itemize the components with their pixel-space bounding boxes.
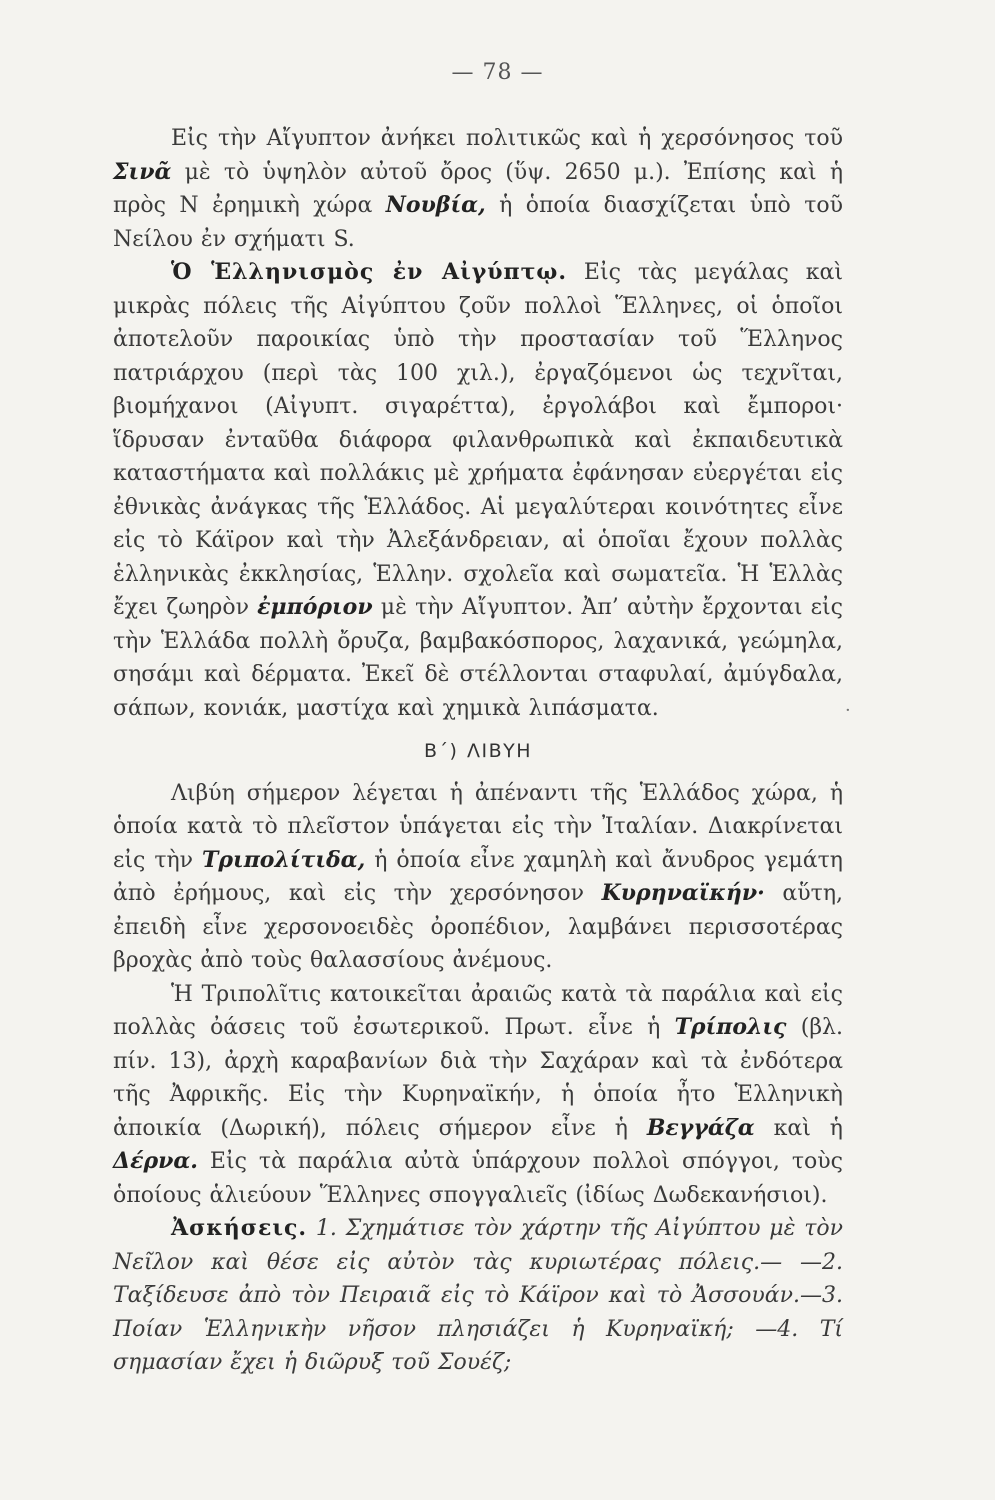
text-run: ἡ ὁποία εἶνε χαμηλὴ καὶ ἄνυδρος γεμάτη ἀπὸ ἐρήμους, καὶ εἰς τὴν χερσόνησον [113,847,843,906]
text-run: μὲ τὴν Αἴγυπτον. Ἀπ’ αὐτὴν ἔρχονται εἰς τὴν Ἑλλάδα πολλὴ ὄρυζα, βαμβακόσπορος, λαχανικά, γεώμηλα, σησάμι καὶ δέρματα. Ἐκεῖ δὲ στέλλονται σταφυλαί, ἀμύγδαλα, σάπων, κονιάκ, μαστίχα καὶ χημικὰ λιπάσματα. [113,595,844,721]
subheading-hellenism: Ὁ Ἑλληνισμὸς ἐν Αἰγύπτῳ. [171,259,568,285]
text-run: μὲ τὸ ὑψηλὸν αὐτοῦ ὄρος (ὕψ. 2650 μ.). Ἐπίσης καὶ ἡ πρὸς Ν ἐρημικὴ χώρα [113,159,843,218]
term-emporion: ἐμπόριον [257,594,373,620]
paragraph-libya-cities [113,978,843,1213]
page-body [113,122,843,1380]
text-run: Λιβύη σήμερον λέγεται ἡ ἀπέναντι τῆς Ἑλλάδος χώρα, ἡ ὁποία κατὰ τὸ πλεῖστον ὑπάγεται εἰς τὴν Ἰταλίαν. Διακρίνεται εἰς τὴν [113,780,843,873]
paragraph-egypt-territories [113,122,843,256]
exercises-heading: Ἀσκήσεις. [171,1215,308,1241]
page-number: — 78 — [451,60,544,85]
text-run: Εἰς τὰ παράλια αὐτὰ ὑπάρχουν πολλοὶ σπόγγοι, τοὺς ὁποίους ἁλιεύουν Ἕλληνες σπογγαλιεῖς (ἰδίως Δωδεκανήσιοι). [113,1149,843,1208]
print-speck: · [845,700,851,721]
text-run: καὶ ἡ [754,1115,843,1141]
term-noubia: Νουβία, [385,192,486,218]
term-kyrenaiki: Κυρηναϊκήν· [601,880,765,906]
term-tripolitida: Τριπολίτιδα, [202,846,366,873]
term-tripolis: Τρίπολις [674,1014,787,1040]
text-run: ἡ ὁποία διασχίζεται ὑπὸ τοῦ Νείλου ἐν σχήματι S. [113,193,843,252]
paragraph-libya-intro [113,777,843,978]
term-sina: Σινᾶ [113,158,172,185]
section-title-libya: Β΄) ΛΙΒΥΗ [423,740,532,762]
text-run: Εἰς τὰς μεγάλας καὶ μικρὰς πόλεις τῆς Αἰγύπτου ζοῦν πολλοὶ Ἕλληνες, οἱ ὁποῖοι ἀποτελοῦν παροικίας ὑπὸ τὴν προστασίαν τοῦ Ἕλληνος πατριάρχου (περὶ τὰς 100 χιλ.), ἐργαζόμενοι ὡς τεχνῖται, βιομήχανοι (Αἰγυπτ. σιγαρέττα), ἐργολάβοι καὶ ἔμποροι· ἵδρυσαν ἐνταῦθα διάφορα φιλανθρωπικὰ καὶ ἐκπαιδευτικὰ καταστήματα καὶ πολλάκις μὲ χρήματα ἐφάνησαν εὐεργέται εἰς ἐθνικὰς ἀνάγκας τῆς Ἑλλάδος. Αἱ μεγαλύτεραι κοινότητες εἶνε εἰς τὸ Κάϊρον καὶ τὴν Ἀλεξάνδρειαν, αἱ ὁποῖαι ἔχουν πολλὰς ἑλληνικὰς ἐκκλησίας, Ἑλλην. σχολεῖα καὶ σωματεῖα. Ἡ Ἑλλὰς ἔχει ζωηρὸν [113,260,843,620]
paragraph-hellenism-egypt [113,256,843,725]
term-derna: Δέρνα. [113,1148,198,1174]
term-benghazi: Βεγγάζα [646,1114,755,1141]
text-run: Εἰς τὴν Αἴγυπτον ἀνήκει πολιτικῶς καὶ ἡ χερσόνησος τοῦ [171,126,843,151]
paragraph-exercises [113,1212,843,1380]
text-run: (βλ. πίν. 13), ἀρχὴ καραβανίων διὰ τὴν Σαχάραν καὶ τὰ ἐνδότερα τῆς Ἀφρικῆς. Εἰς τὴν Κυρηναϊκήν, ἡ ὁποία ἦτο Ἑλληνικὴ ἀποικία (Δωρική), πόλεις σήμερον εἶνε ἡ [113,1015,843,1141]
text-run: αὕτη, ἐπειδὴ εἶνε χερσονοειδὲς ὀροπέδιον, λαμβάνει περισσοτέρας βροχὰς ἀπὸ τοὺς θαλασσίους ἀνέμους. [113,881,843,973]
text-run: Ἡ Τριπολῖτις κατοικεῖται ἀραιῶς κατὰ τὰ παράλια καὶ εἰς πολλὰς ὀάσεις τοῦ ἐσωτερικοῦ. Πρωτ. εἶνε ἡ [113,981,843,1040]
exercises-text: 1. Σχημάτισε τὸν χάρτην τῆς Αἰγύπτου μὲ τὸν Νεῖλον καὶ θέσε εἰς αὐτὸν τὰς κυριωτέρας πόλεις.— —2. Ταξίδευσε ἀπὸ τὸν Πειραιᾶ εἰς τὸ Κάϊρον καὶ τὸ Ἀσσουάν.—3. Ποίαν Ἑλληνικὴν νῆσον πλησιάζει ἡ Κυρηναϊκή; —4. Τί σημασίαν ἔχει ἡ διῶρυξ τοῦ Σουέζ; [113,1216,843,1375]
